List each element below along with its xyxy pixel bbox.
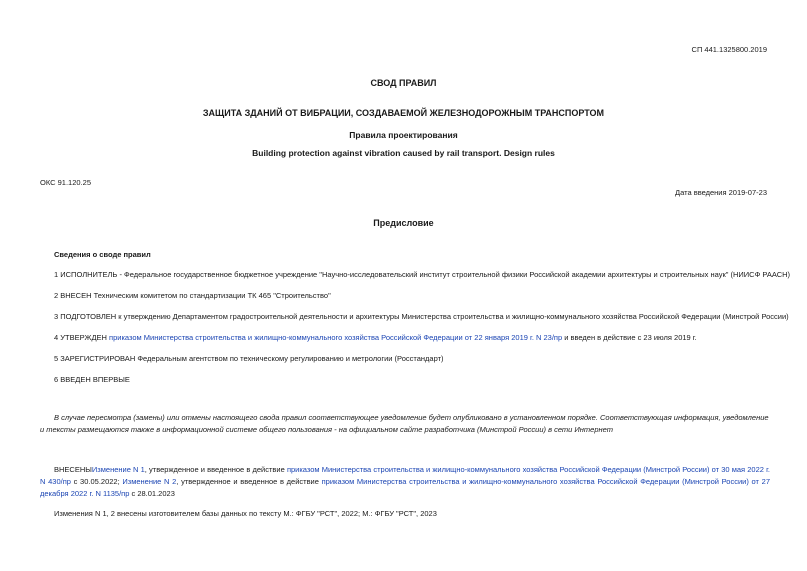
foreword-item-1: 1 ИСПОЛНИТЕЛЬ - Федеральное государственное бюджетное учреждение "Научно-исследовательский институт строительной физики Российской академии архитектуры и строительных наук" (НИИСФ РААСН) bbox=[54, 270, 791, 279]
changes-paragraph bbox=[40, 464, 770, 500]
info-heading: Сведения о своде правил bbox=[54, 250, 151, 259]
revision-notice: В случае пересмотра (замены) или отмены настоящего свода правил соответствующее уведомление будет опубликовано в установленном порядке. Соответствующая информация, уведомление и тексты размещаются также в информационной системе общего пользования - на официальном сайте разработчика (Минстрой России) в сети Интернет bbox=[40, 413, 769, 434]
change-2-mid: , утвержденное и введенное в действие bbox=[176, 477, 322, 486]
foreword-item-4 bbox=[54, 333, 697, 342]
document-subtitle-en: Building protection against vibration caused by rail transport. Design rules bbox=[252, 148, 555, 158]
document-title: ЗАЩИТА ЗДАНИЙ ОТ ВИБРАЦИИ, СОЗДАВАЕМОЙ ЖЕЛЕЗНОДОРОЖНЫМ ТРАНСПОРТОМ bbox=[202, 108, 605, 118]
foreword-item-6: 6 ВВЕДЕН ВПЕРВЫЕ bbox=[54, 375, 130, 384]
document-kind: СВОД ПРАВИЛ bbox=[370, 78, 437, 88]
change-1-link[interactable]: Изменение N 1 bbox=[91, 465, 145, 474]
change-1-tail: с 30.05.2022; bbox=[70, 477, 123, 486]
item-4-suffix: и введен в действие с 23 июля 2019 г. bbox=[562, 333, 697, 342]
foreword-item-5: 5 ЗАРЕГИСТРИРОВАН Федеральным агентством по техническому регулированию и метрологии (Росстандарт) bbox=[54, 354, 444, 363]
change-1-mid: , утвержденное и введенное в действие bbox=[144, 465, 287, 474]
footer-note: Изменения N 1, 2 внесены изготовителем базы данных по тексту М.: ФГБУ "РСТ", 2022; М.: ФГБУ "РСТ", 2023 bbox=[54, 509, 437, 518]
foreword-item-3: 3 ПОДГОТОВЛЕН к утверждению Департаментом градостроительной деятельности и архитектуры Министерства строительства и жилищно-коммунального хозяйства Российской Федерации (Минстрой России) bbox=[54, 312, 789, 321]
approval-order-link[interactable]: приказом Министерства строительства и жилищно-коммунального хозяйства Российской Федерации от 22 января 2019 г. N 23/пр bbox=[109, 333, 563, 342]
change-2-tail: с 28.01.2023 bbox=[129, 489, 175, 498]
changes-lead: ВНЕСЕНЫ bbox=[54, 465, 92, 474]
change-1-order-link[interactable]: приказом Министерства строительства и жилищно-коммунального хозяйства Российской Федерации (Минстрой России) от 30 мая 2022 г. N 430/пр bbox=[40, 465, 770, 486]
intro-date: Дата введения 2019-07-23 bbox=[675, 188, 767, 197]
document-subtitle-ru: Правила проектирования bbox=[349, 130, 458, 140]
foreword-item-2: 2 ВНЕСЕН Техническим комитетом по стандартизации ТК 465 "Строительство" bbox=[54, 291, 331, 300]
change-2-order-link[interactable]: приказом Министерства строительства и жилищно-коммунального хозяйства Российской Федерации (Минстрой России) от 27 декабря 2022 г. N 1135/пр bbox=[40, 477, 770, 498]
change-2-link[interactable]: Изменение N 2 bbox=[122, 477, 177, 486]
document-code: СП 441.1325800.2019 bbox=[691, 45, 767, 54]
oks-code: ОКС 91.120.25 bbox=[40, 178, 91, 187]
foreword-heading: Предисловие bbox=[373, 218, 434, 228]
item-4-prefix: 4 УТВЕРЖДЕН bbox=[54, 333, 110, 342]
